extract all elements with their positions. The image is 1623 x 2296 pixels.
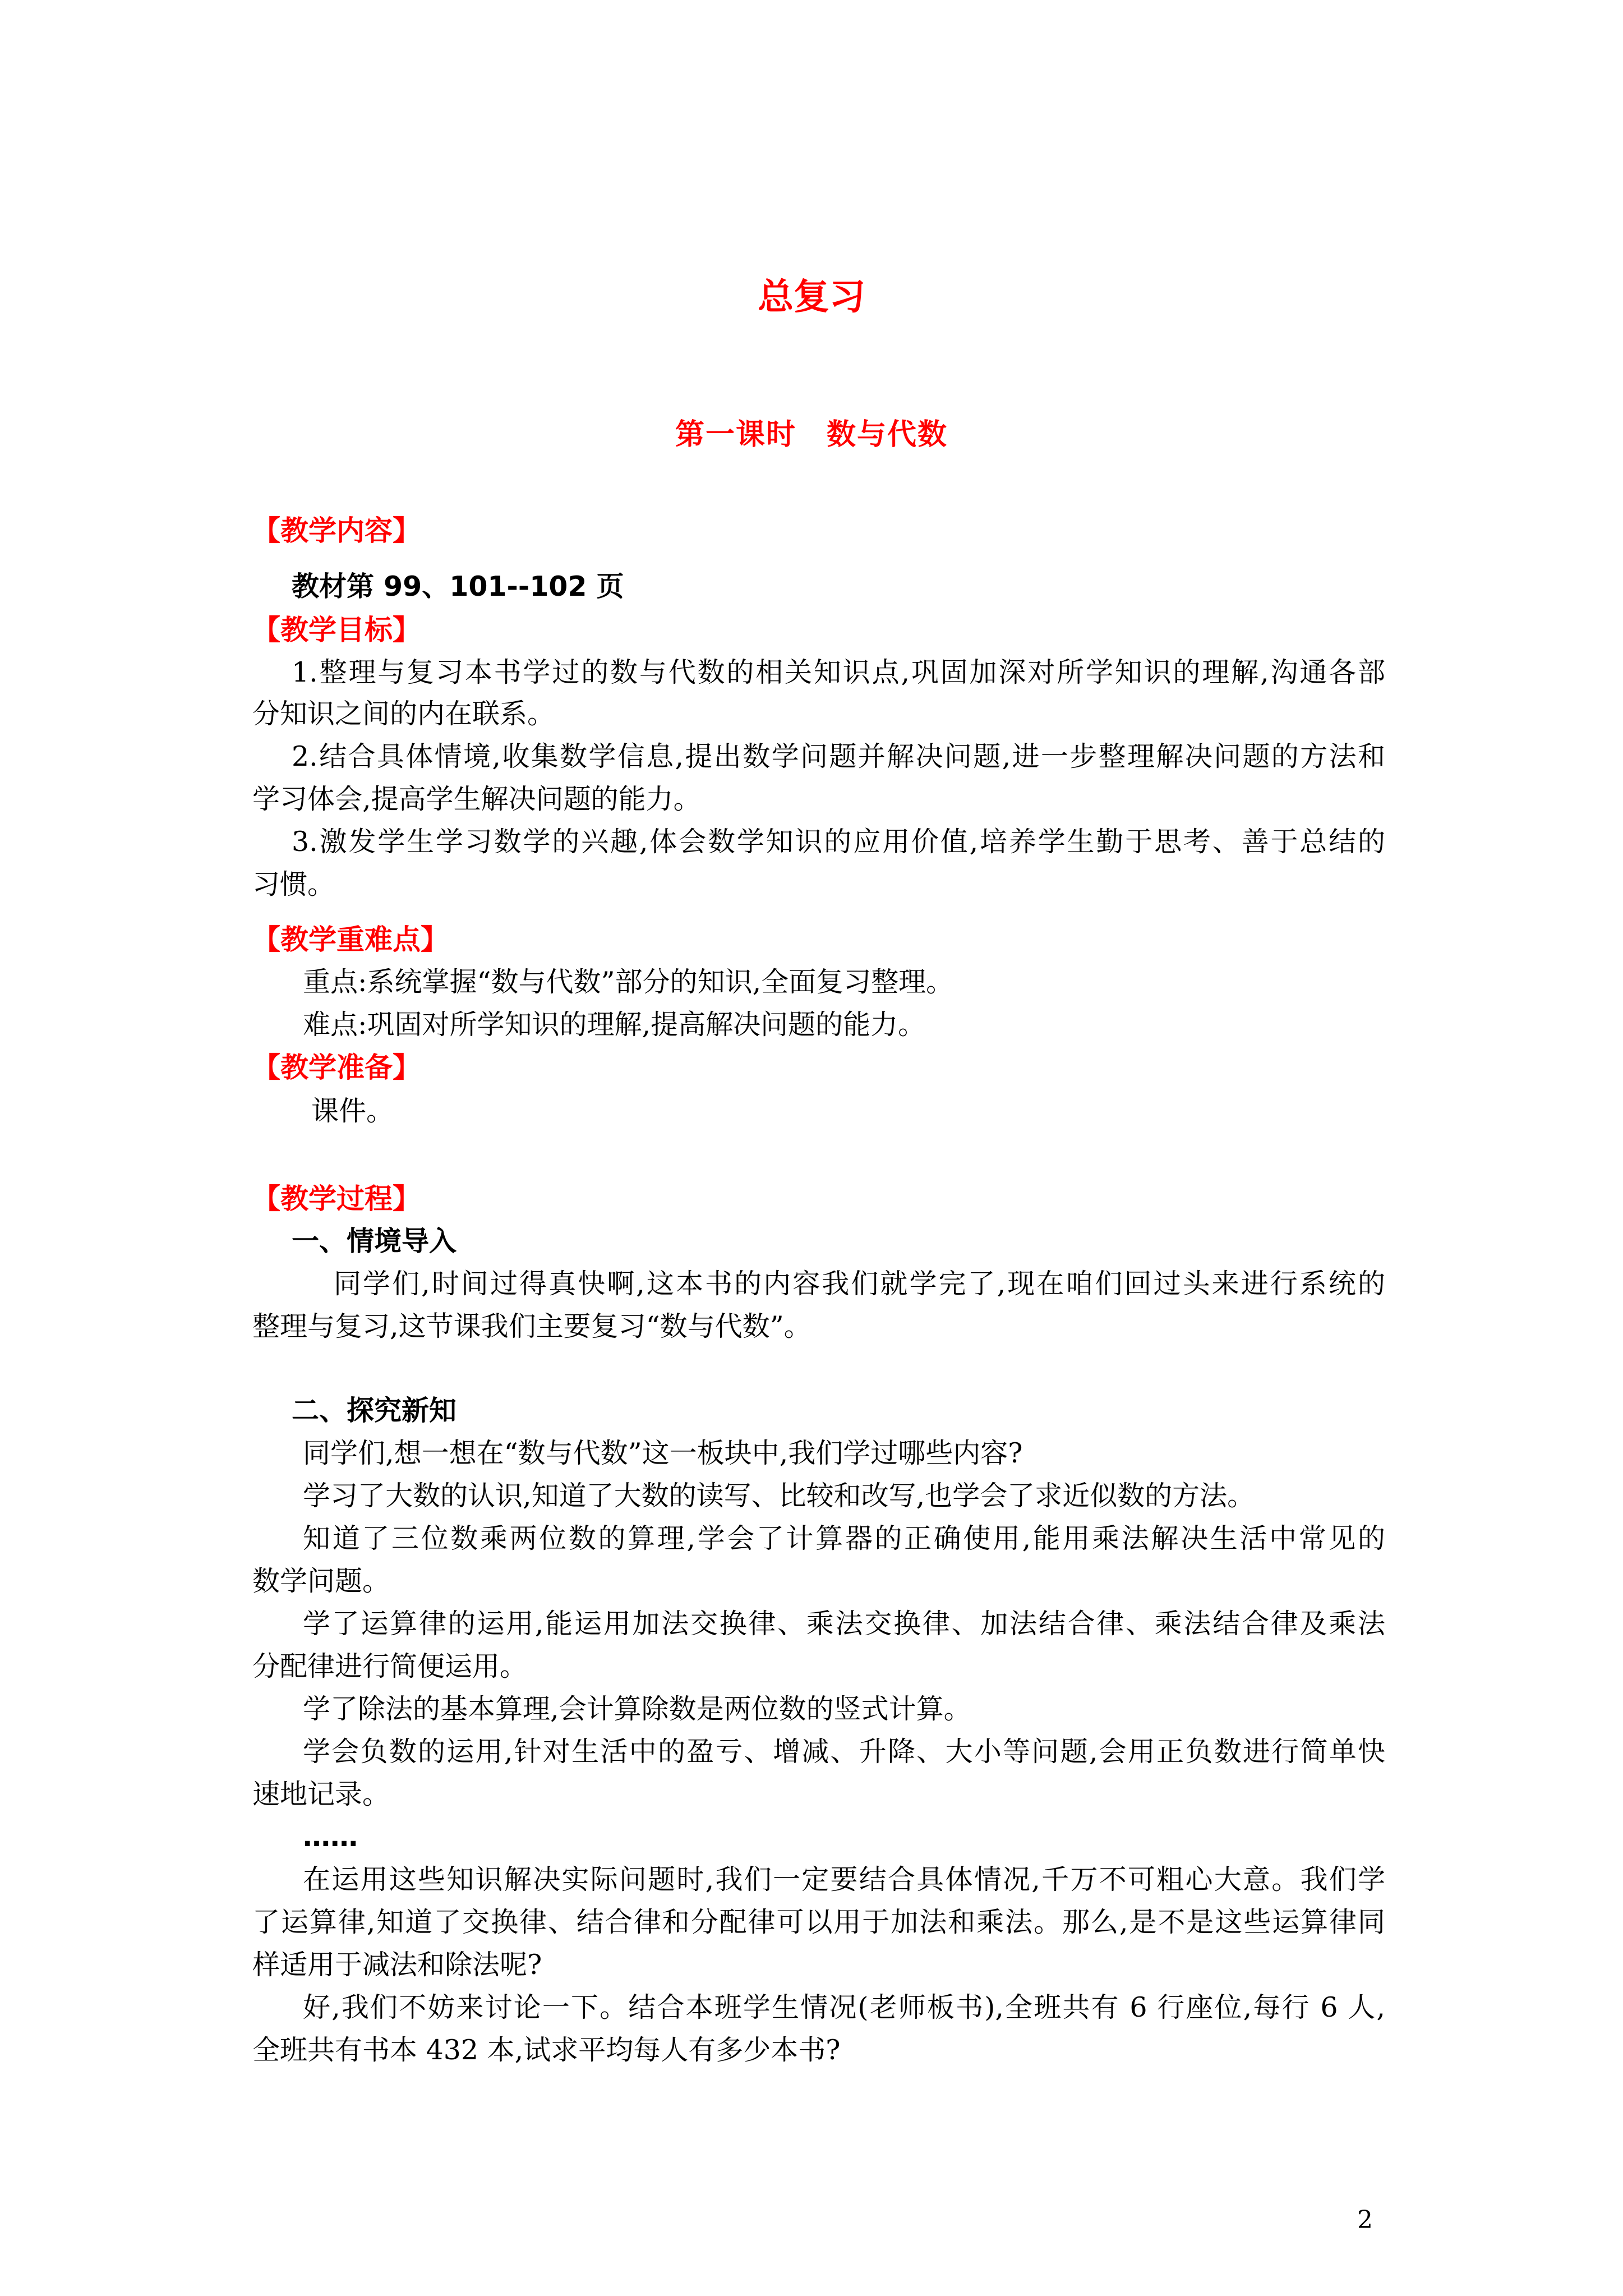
lesson-subtitle: 第一课时 数与代数 bbox=[675, 418, 948, 452]
paragraph-line: 学了运算律的运用,能运用加法交换律、乘法交换律、加法结合律、乘法结合律及乘法 bbox=[303, 1608, 1385, 1640]
goal-line: 学习体会,提高学生解决问题的能力。 bbox=[252, 783, 701, 815]
paragraph-line: 学会负数的运用,针对生活中的盈亏、增减、升降、大小等问题,会用正负数进行简单快 bbox=[303, 1736, 1385, 1768]
paragraph-line: 样适用于减法和除法呢? bbox=[252, 1949, 542, 1981]
paragraph-line: 数学问题。 bbox=[252, 1565, 390, 1597]
paragraph-line: 知道了三位数乘两位数的算理,学会了计算器的正确使用,能用乘法解决生活中常见的 bbox=[303, 1522, 1385, 1554]
paragraph-line: 分配律进行简便运用。 bbox=[252, 1650, 528, 1682]
prep-heading: 【教学准备】 bbox=[252, 1051, 421, 1084]
paragraph-line: 好,我们不妨来讨论一下。结合本班学生情况(老师板书),全班共有 6 行座位,每行 6 人, bbox=[303, 1991, 1385, 2023]
paragraph-line: 同学们,想一想在“数与代数”这一板块中,我们学过哪些内容? bbox=[303, 1437, 1023, 1469]
paragraph-line: 学习了大数的认识,知道了大数的读写、比较和改写,也学会了求近似数的方法。 bbox=[303, 1480, 1255, 1512]
goals-heading: 【教学目标】 bbox=[252, 614, 421, 646]
paragraph-line: 整理与复习,这节课我们主要复习“数与代数”。 bbox=[252, 1310, 811, 1342]
page-title: 总复习 bbox=[758, 277, 865, 318]
key-point: 重点:系统掌握“数与代数”部分的知识,全面复习整理。 bbox=[303, 966, 954, 998]
part1-heading: 一、情境导入 bbox=[292, 1225, 457, 1257]
process-heading: 【教学过程】 bbox=[252, 1182, 421, 1215]
prep-text: 课件。 bbox=[311, 1095, 394, 1127]
paragraph-line: 全班共有书本 432 本,试求平均每人有多少本书? bbox=[252, 2034, 841, 2066]
paragraph-line: 学了除法的基本算理,会计算除数是两位数的竖式计算。 bbox=[303, 1693, 971, 1725]
goal-line: 分知识之间的内在联系。 bbox=[252, 698, 555, 730]
content-text: 教材第 99、101--102 页 bbox=[292, 570, 624, 602]
goal-line: 2.结合具体情境,收集数学信息,提出数学问题并解决问题,进一步整理解决问题的方法和 bbox=[292, 740, 1385, 772]
goal-line: 3.激发学生学习数学的兴趣,体会数学知识的应用价值,培养学生勤于思考、善于总结的 bbox=[292, 826, 1385, 858]
ellipsis: …… bbox=[303, 1821, 358, 1853]
goal-line: 习惯。 bbox=[252, 868, 335, 900]
paragraph-line: 同学们,时间过得真快啊,这本书的内容我们就学完了,现在咱们回过头来进行系统的 bbox=[334, 1268, 1385, 1300]
paragraph-line: 在运用这些知识解决实际问题时,我们一定要结合具体情况,千万不可粗心大意。我们学 bbox=[303, 1864, 1385, 1895]
difficult-point: 难点:巩固对所学知识的理解,提高解决问题的能力。 bbox=[303, 1009, 926, 1041]
paragraph-line: 速地记录。 bbox=[252, 1778, 390, 1810]
paragraph-line: 了运算律,知道了交换律、结合律和分配律可以用于加法和乘法。那么,是不是这些运算律同 bbox=[252, 1906, 1385, 1938]
goal-line: 1.整理与复习本书学过的数与代数的相关知识点,巩固加深对所学知识的理解,沟通各部 bbox=[292, 656, 1385, 688]
page-number: 2 bbox=[1357, 2206, 1373, 2234]
part2-heading: 二、探究新知 bbox=[292, 1395, 457, 1427]
keypoints-heading: 【教学重难点】 bbox=[252, 923, 449, 956]
content-heading: 【教学内容】 bbox=[252, 514, 421, 547]
